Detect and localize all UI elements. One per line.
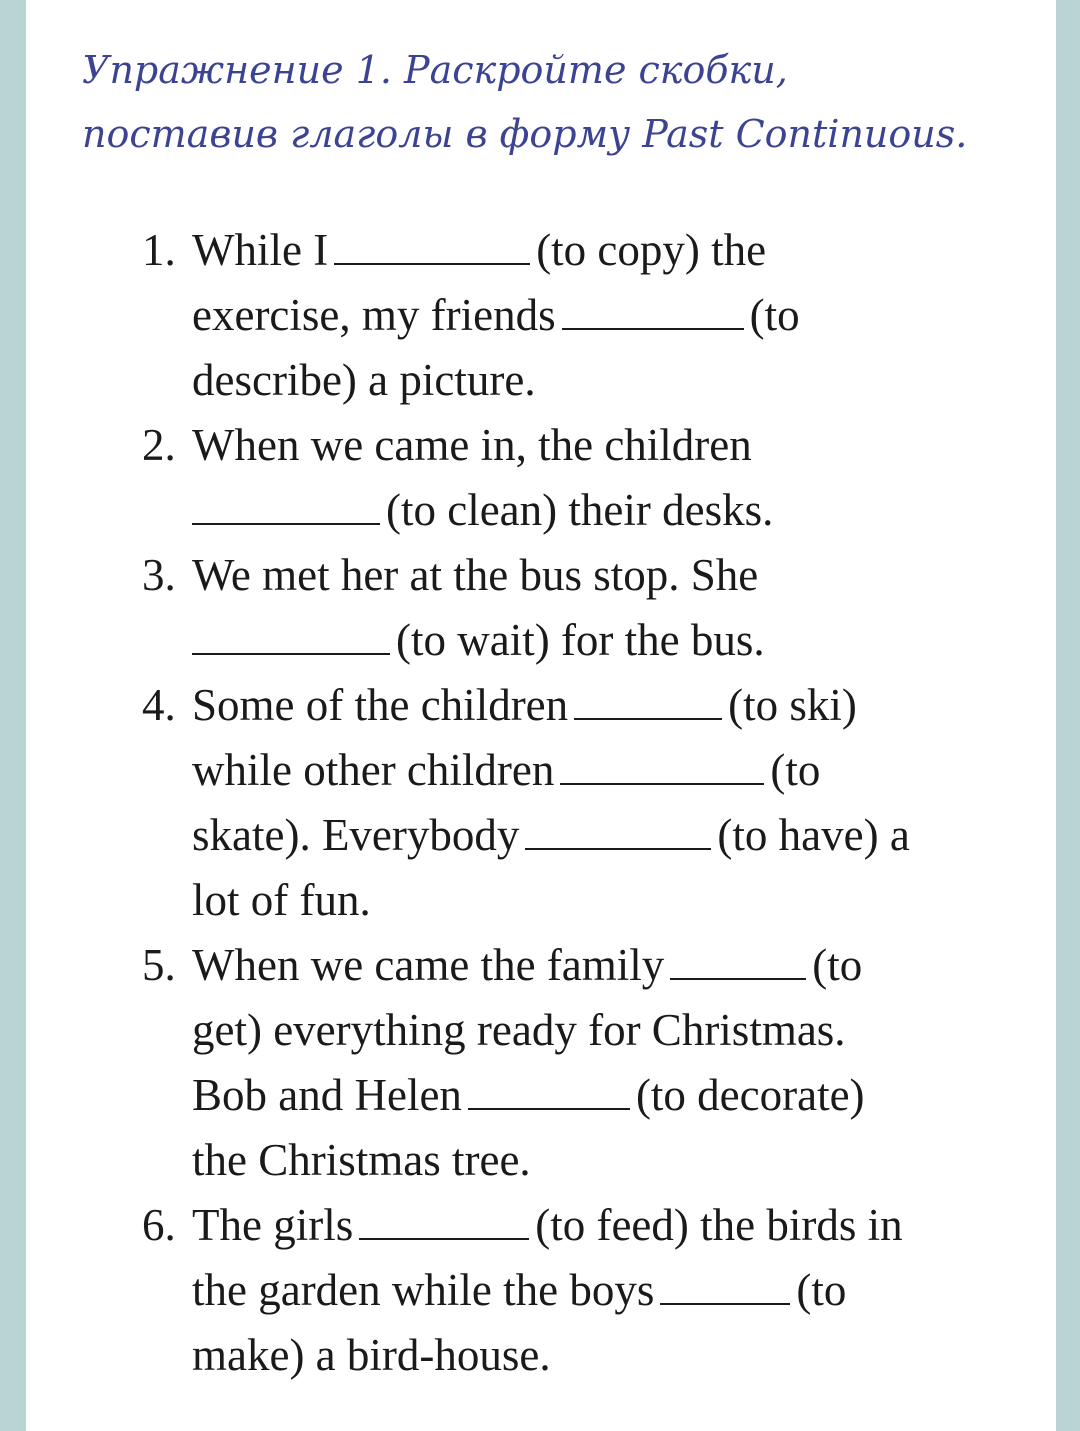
answer-blank[interactable] xyxy=(192,613,390,655)
answer-blank[interactable] xyxy=(670,938,806,980)
answer-blank[interactable] xyxy=(660,1263,790,1305)
item-line xyxy=(192,673,1042,738)
item-text: Some of the children xyxy=(192,680,569,730)
item-text: (to ski) xyxy=(728,680,857,730)
exercise-item-6 xyxy=(142,1193,1042,1388)
exercise-title xyxy=(82,38,967,166)
item-text: exercise, my friends xyxy=(192,290,556,340)
item-line xyxy=(192,608,1042,673)
answer-blank[interactable] xyxy=(468,1068,630,1110)
exercise-item-3 xyxy=(142,543,1042,673)
item-text: (to feed) the birds in xyxy=(535,1200,903,1250)
item-text: While I xyxy=(192,225,329,275)
item-text: We met her at the bus stop. She xyxy=(192,550,759,600)
exercise-list xyxy=(142,218,1042,1388)
item-line xyxy=(192,803,1042,868)
exercise-item-5 xyxy=(142,933,1042,1193)
item-line xyxy=(192,868,1042,933)
item-line xyxy=(192,1323,1042,1388)
exercise-item-4 xyxy=(142,673,1042,933)
item-text: while other children xyxy=(192,745,555,795)
answer-blank[interactable] xyxy=(359,1198,529,1240)
item-text: (to xyxy=(770,745,821,795)
answer-blank[interactable] xyxy=(562,288,744,330)
title-line-2: поставив глаголы в форму Past Continuous. xyxy=(82,112,968,156)
item-text: describe) a picture. xyxy=(192,355,536,405)
answer-blank[interactable] xyxy=(192,483,380,525)
exercise-item-1 xyxy=(142,218,1042,413)
answer-blank[interactable] xyxy=(574,678,722,720)
item-line xyxy=(192,218,1042,283)
item-text: (to wait) for the bus. xyxy=(396,615,765,665)
item-text: When we came in, the children xyxy=(192,420,752,470)
exercise-item-2 xyxy=(142,413,1042,543)
item-line xyxy=(192,998,1042,1063)
item-line xyxy=(192,543,1042,608)
title-line-1: Упражнение 1. Раскройте скобки, xyxy=(82,48,788,92)
item-text: lot of fun. xyxy=(192,875,371,925)
item-number: 4. xyxy=(142,680,176,730)
item-line xyxy=(192,1063,1042,1128)
answer-blank[interactable] xyxy=(525,808,711,850)
item-text: (to clean) their desks. xyxy=(386,485,774,535)
item-line xyxy=(192,1258,1042,1323)
item-text: (to have) a xyxy=(717,810,910,860)
item-line xyxy=(192,738,1042,803)
item-text: Bob and Helen xyxy=(192,1070,462,1120)
item-text: skate). Everybody xyxy=(192,810,520,860)
item-text: make) a bird-house. xyxy=(192,1330,551,1380)
item-number: 2. xyxy=(142,420,176,470)
item-line xyxy=(192,478,1042,543)
item-text: (to xyxy=(796,1265,847,1315)
item-text: (to decorate) xyxy=(635,1070,865,1120)
item-text: (to xyxy=(749,290,800,340)
item-number: 5. xyxy=(142,940,176,990)
item-text: get) everything ready for Christmas. xyxy=(192,1005,846,1055)
item-text: The girls xyxy=(192,1200,354,1250)
item-text: (to xyxy=(812,940,863,990)
item-text: When we came the family xyxy=(192,940,665,990)
worksheet-page xyxy=(26,0,1056,1431)
item-text: the garden while the boys xyxy=(192,1265,655,1315)
item-text: (to copy) the xyxy=(536,225,767,275)
answer-blank[interactable] xyxy=(334,223,530,265)
item-number: 6. xyxy=(142,1200,176,1250)
item-line xyxy=(192,283,1042,348)
answer-blank[interactable] xyxy=(560,743,764,785)
item-text: the Christmas tree. xyxy=(192,1135,531,1185)
item-line xyxy=(192,348,1042,413)
item-line xyxy=(192,413,1042,478)
item-line xyxy=(192,1193,1042,1258)
item-number: 3. xyxy=(142,550,176,600)
item-number: 1. xyxy=(142,225,176,275)
item-line xyxy=(192,1128,1042,1193)
item-line xyxy=(192,933,1042,998)
